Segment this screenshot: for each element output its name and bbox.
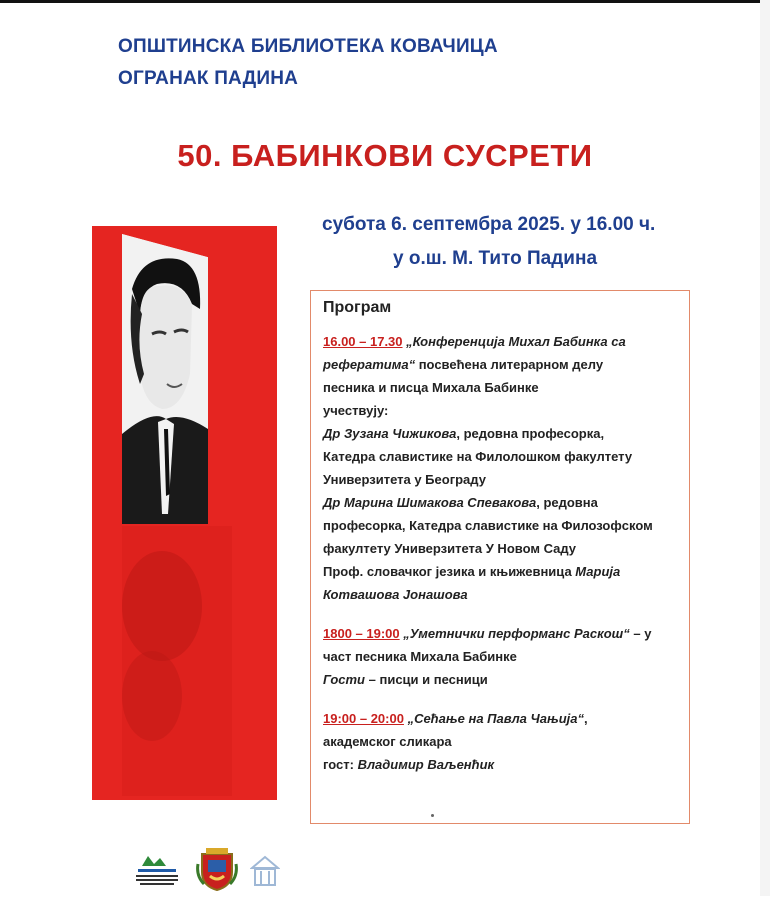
participant3-role: Проф. словачког језика и књижевница (323, 564, 576, 579)
participant3-line2: Котвашова Јонашова (323, 587, 468, 602)
top-border (0, 0, 770, 3)
program-heading: Програм (323, 299, 392, 316)
coat-of-arms-icon (196, 846, 238, 897)
event-date: субота 6. септембра 2025. у 16.00 ч. (322, 214, 656, 235)
participant3-name: Марија (575, 564, 621, 579)
item2-line3 (323, 668, 677, 691)
dot-mark (431, 814, 434, 817)
item1-title: „Конференција Михал Бабинка са (406, 334, 626, 349)
program-box (310, 290, 690, 824)
item2-guests-label: Гости (323, 672, 366, 687)
item3-tail: , (584, 711, 588, 726)
page-edge (760, 0, 770, 896)
participant3-line1 (323, 560, 677, 583)
item2-guests-text: – писци и песници (365, 672, 488, 687)
item3-time: 19:00 – 20:00 (323, 711, 404, 726)
item1-line1 (323, 330, 677, 353)
item2-time: 1800 – 19:00 (323, 626, 400, 641)
national-council-logo-icon (134, 852, 180, 893)
participant2-name: Др Марина Шимакова Спевакова (323, 495, 537, 510)
item3-line1 (323, 707, 677, 730)
item1-participants-label: учествују: (323, 403, 389, 418)
event-place: у о.ш. М. Тито Падина (393, 248, 598, 269)
item1-line2 (323, 353, 677, 376)
event-title: 50. БАБИНКОВИ СУСРЕТИ (177, 138, 593, 173)
item3-title: „Сећање на Павла Чањија“ (403, 711, 585, 726)
item1-desc: посвећена литерарном делу (415, 357, 604, 372)
participant2-line1 (323, 491, 677, 514)
participant2-line3: факултету Универзитета У Новом Саду (323, 541, 576, 556)
item2-title: „Уметнички перформанс Раскош“ (399, 626, 630, 641)
item2-tail: – у (629, 626, 652, 641)
item1-title-cont: рефератима“ (323, 357, 416, 372)
participant1-line1 (323, 422, 677, 445)
participant2-line2: професорка, Катедра славистике на Филозофском (323, 518, 653, 533)
item3-guest-name: Владимир Ваљенћик (357, 757, 495, 772)
library-logo-icon (250, 854, 280, 893)
participant1-line3: Универзитета у Београду (323, 472, 486, 487)
item3-guest-label: гост: (323, 757, 358, 772)
item2-line1 (323, 622, 677, 645)
participant1-role: , редовна професорка, (456, 426, 605, 441)
participant1-name: Др Зузана Чижикова (323, 426, 457, 441)
participant1-line2: Катедра славистике на Филолошком факултету (323, 449, 633, 464)
item2-line2: част песника Михала Бабинке (323, 649, 517, 664)
library-branch: ОГРАНАК ПАДИНА (118, 68, 299, 89)
portrait-photo (122, 234, 208, 524)
item1-line3: песника и писца Михала Бабинке (323, 380, 539, 395)
item3-line2: академског сликара (323, 734, 452, 749)
item3-line3 (323, 753, 677, 776)
item1-time: 16.00 – 17.30 (323, 334, 403, 349)
participant2-role: , редовна (536, 495, 598, 510)
library-name: ОПШТИНСКА БИБЛИОТЕКА КОВАЧИЦА (118, 36, 498, 57)
